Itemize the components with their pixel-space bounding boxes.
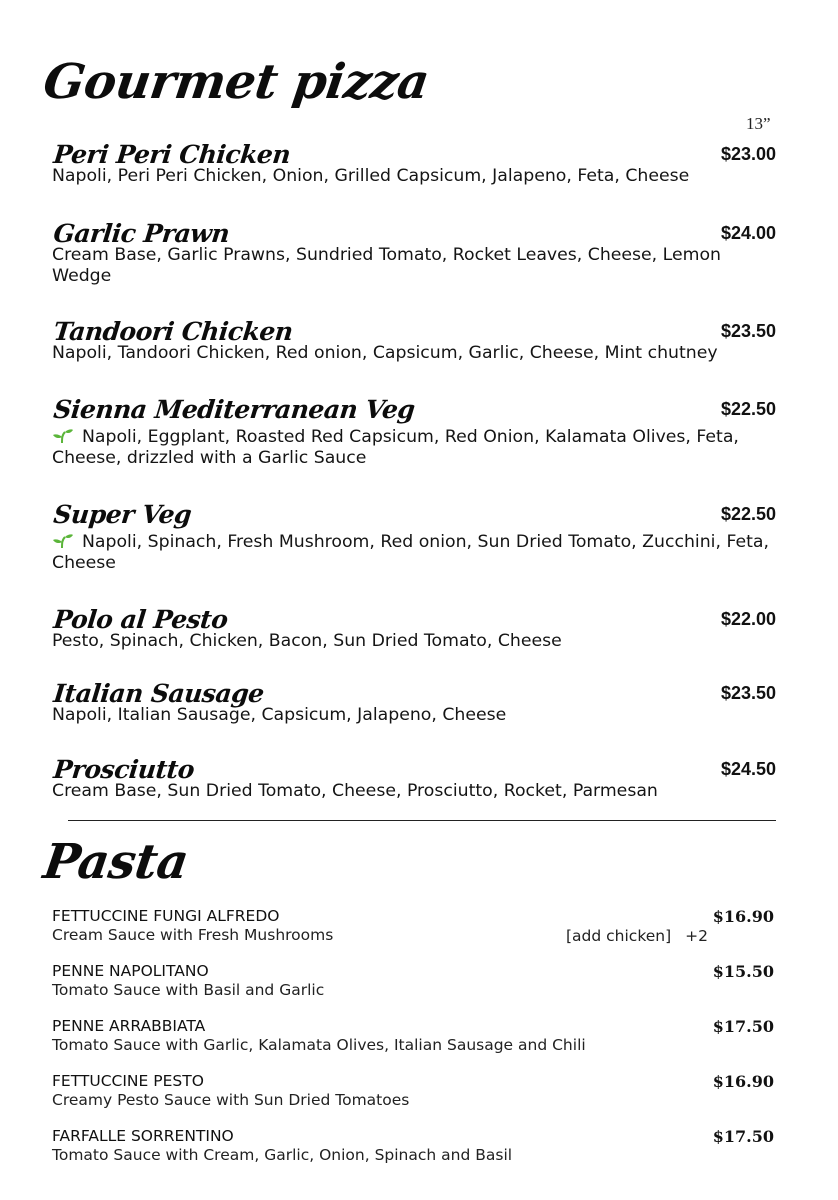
pasta-description: Tomato Sauce with Garlic, Kalamata Olives, Italian Sausage and Chili bbox=[52, 1036, 586, 1054]
pizza-item bbox=[52, 317, 776, 364]
pizza-name: Super Veg bbox=[52, 500, 193, 529]
pasta-description: Tomato Sauce with Cream, Garlic, Onion, Spinach and Basil bbox=[52, 1146, 513, 1164]
pizza-item bbox=[52, 500, 776, 574]
pizza-description: Cream Base, Sun Dried Tomato, Cheese, Prosciutto, Rocket, Parmesan bbox=[52, 781, 658, 801]
pasta-item bbox=[52, 1127, 776, 1165]
pizza-price: $23.50 bbox=[720, 321, 776, 341]
pizza-item bbox=[52, 395, 776, 469]
pizza-description: Napoli, Tandoori Chicken, Red onion, Capsicum, Garlic, Cheese, Mint chutney bbox=[52, 343, 718, 363]
pasta-price: $16.90 bbox=[712, 907, 774, 926]
addon-price: +2 bbox=[685, 927, 709, 945]
pasta-section-title: Pasta bbox=[40, 834, 192, 890]
pizza-item bbox=[52, 140, 776, 187]
pasta-name: PENNE ARRABBIATA bbox=[52, 1017, 206, 1035]
pasta-price: $15.50 bbox=[712, 962, 774, 981]
pizza-item bbox=[52, 755, 776, 802]
pizza-description: Pesto, Spinach, Chicken, Bacon, Sun Dried Tomato, Cheese bbox=[52, 631, 562, 651]
pizza-description-text: Napoli, Spinach, Fresh Mushroom, Red onion, Sun Dried Tomato, Zucchini, Feta, Cheese bbox=[52, 532, 769, 573]
pizza-name: Garlic Prawn bbox=[52, 219, 231, 248]
pizza-price: $23.00 bbox=[720, 144, 776, 164]
pasta-item bbox=[52, 1072, 776, 1110]
leaf-icon bbox=[52, 429, 74, 443]
addon-label: [add chicken] bbox=[566, 927, 672, 945]
pizza-name: Polo al Pesto bbox=[52, 605, 230, 634]
pizza-price: $22.00 bbox=[720, 609, 776, 629]
pizza-name: Peri Peri Chicken bbox=[52, 140, 292, 169]
pasta-description: Cream Sauce with Fresh Mushrooms bbox=[52, 926, 334, 944]
pizza-name: Prosciutto bbox=[52, 755, 196, 784]
pasta-item bbox=[52, 962, 776, 1000]
pasta-item bbox=[52, 907, 776, 945]
pasta-price: $16.90 bbox=[712, 1072, 774, 1091]
pasta-name: FARFALLE SORRENTINO bbox=[52, 1127, 234, 1145]
pizza-description bbox=[52, 427, 776, 469]
pizza-price: $24.50 bbox=[720, 759, 776, 779]
pizza-item bbox=[52, 219, 776, 287]
pizza-price: $23.50 bbox=[720, 683, 776, 703]
pasta-description: Tomato Sauce with Basil and Garlic bbox=[52, 981, 325, 999]
pizza-description: Napoli, Italian Sausage, Capsicum, Jalapeno, Cheese bbox=[52, 705, 507, 725]
pizza-description bbox=[52, 532, 776, 574]
pizza-name: Tandoori Chicken bbox=[52, 317, 295, 346]
pizza-description-text: Napoli, Eggplant, Roasted Red Capsicum, Red Onion, Kalamata Olives, Feta, Cheese, drizzled with a Garlic Sauce bbox=[52, 427, 739, 468]
pasta-description: Creamy Pesto Sauce with Sun Dried Tomatoes bbox=[52, 1091, 410, 1109]
pasta-price: $17.50 bbox=[712, 1127, 774, 1146]
pizza-price: $24.00 bbox=[720, 223, 776, 243]
pizza-name: Italian Sausage bbox=[52, 679, 266, 708]
pizza-size-label: 13” bbox=[746, 114, 771, 133]
pizza-item bbox=[52, 679, 776, 726]
pasta-addon bbox=[566, 927, 708, 945]
pizza-description: Cream Base, Garlic Prawns, Sundried Tomato, Rocket Leaves, Cheese, Lemon Wedge bbox=[52, 245, 721, 286]
pizza-price: $22.50 bbox=[720, 504, 776, 524]
section-divider bbox=[68, 820, 776, 821]
pasta-item bbox=[52, 1017, 776, 1055]
pizza-description: Napoli, Peri Peri Chicken, Onion, Grilled Capsicum, Jalapeno, Feta, Cheese bbox=[52, 166, 690, 186]
pasta-price: $17.50 bbox=[712, 1017, 774, 1036]
pasta-name: FETTUCCINE PESTO bbox=[52, 1072, 204, 1090]
pizza-section-title: Gourmet pizza bbox=[40, 54, 433, 110]
pizza-name: Sienna Mediterranean Veg bbox=[52, 395, 417, 424]
pasta-name: FETTUCCINE FUNGI ALFREDO bbox=[52, 907, 280, 925]
pizza-item bbox=[52, 605, 776, 652]
pizza-price: $22.50 bbox=[720, 399, 776, 419]
leaf-icon bbox=[52, 534, 74, 548]
pasta-name: PENNE NAPOLITANO bbox=[52, 962, 209, 980]
